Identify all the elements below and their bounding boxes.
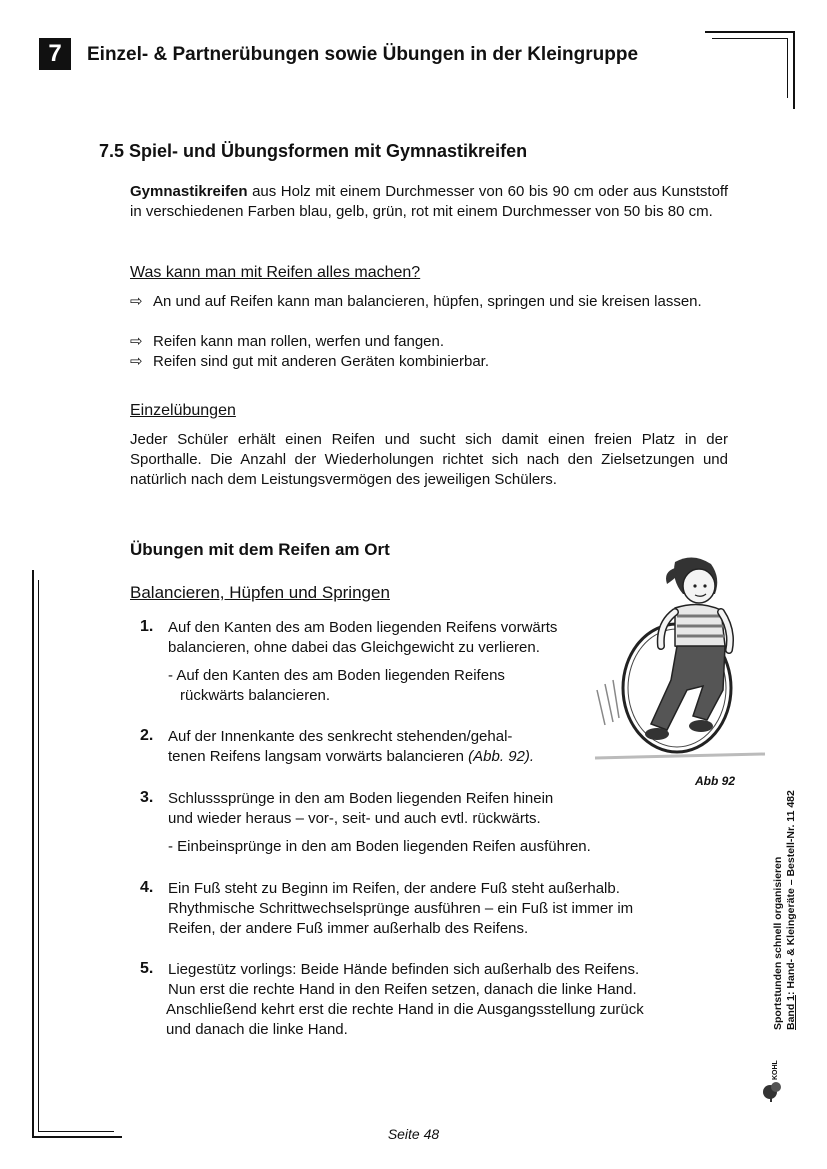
exercise-number: 3.: [140, 789, 154, 806]
exercise-line: Schlusssprünge in den am Boden liegenden Reifen hinein: [168, 790, 554, 807]
what-heading: Was kann man mit Reifen alles machen?: [130, 264, 421, 281]
sidebar-order-number: : Hand- & Kleingeräte – Bestell-Nr. 11 482: [785, 790, 797, 995]
exercise-variation: rückwärts balancieren.: [180, 687, 331, 704]
intro-paragraph: [130, 182, 728, 222]
exercise-line: und wieder heraus – vor-, seit- und auch evtl. rückwärts.: [168, 810, 541, 827]
exercise-number: 1.: [140, 618, 154, 635]
exercise-line: Liegestütz vorlings: Beide Hände befinden sich außerhalb des Reifens.: [168, 961, 640, 978]
figure-reference: (Abb. 92).: [468, 748, 535, 765]
exercise-line: Nun erst die rechte Hand in den Reifen setzen, danach die linke Hand.: [168, 981, 637, 998]
frame-left-line: [32, 570, 34, 1138]
exercise-line: Rhythmische Schrittwechselsprünge ausführen – ein Fuß ist immer im: [168, 900, 634, 917]
intro-bold-term: Gymnastikreifen: [130, 183, 248, 200]
exercise-line: Ein Fuß steht zu Beginn im Reifen, der andere Fuß steht außerhalb.: [168, 880, 620, 897]
figure-caption: Abb 92: [695, 774, 736, 788]
chapter-title: Einzel- & Partnerübungen sowie Übungen in der Kleingruppe: [87, 44, 639, 65]
list-item: Reifen kann man rollen, werfen und fangen.: [153, 333, 445, 350]
exercise-line: und danach die linke Hand.: [166, 1021, 348, 1038]
exercise-line: balancieren, ohne dabei das Gleichgewicht zu verlieren.: [168, 639, 540, 656]
publisher-name: KOHL: [772, 1060, 779, 1080]
list-item: Reifen sind gut mit anderen Geräten kombinierbar.: [153, 353, 490, 370]
frame-top-line: [705, 31, 795, 33]
frame-top-line-inner: [712, 38, 788, 39]
arrow-right-icon: ⇨: [130, 293, 143, 310]
intro-text: aus Holz mit einem Durchmesser von 60 bis 90 cm oder aus Kunststoff in verschiedenen Farben blau, gelb, grün, rot mit einem Durchmesser von 50 bis 80 cm.: [130, 183, 728, 220]
page-number: Seite 48: [387, 1126, 440, 1142]
list-item: An und auf Reifen kann man balancieren, hüpfen, springen und sie kreisen lassen.: [153, 293, 702, 310]
frame-right-line: [793, 31, 795, 109]
exercise-number: 4.: [140, 879, 154, 896]
ort-heading: Übungen mit dem Reifen am Ort: [130, 540, 390, 559]
exercise-number: 5.: [140, 960, 154, 977]
sidebar-band: Band 1: [785, 994, 797, 1030]
frame-left-line-inner: [38, 580, 39, 1132]
exercise-variation: - Einbeinsprünge in den am Boden liegenden Reifen ausführen.: [168, 838, 591, 855]
sidebar-series-title: Sportstunden schnell organisieren: [772, 856, 784, 1030]
ort-subheading: Balancieren, Hüpfen und Springen: [130, 583, 390, 602]
einzel-paragraph: Jeder Schüler erhält einen Reifen und sucht sich damit einen freien Platz in der Sporthalle. Die Anzahl der Wiederholungen richtet sich nach den Zielsetzungen und natürlich nach dem Leistungsvermögen des jeweiligen Schülers.: [130, 431, 728, 488]
girl-with-hoop-illustration: [575, 550, 775, 770]
exercise-line: Anschließend kehrt erst die rechte Hand in die Ausgangsstellung zurück: [166, 1001, 644, 1018]
section-title: 7.5 Spiel- und Übungsformen mit Gymnastikreifen: [99, 141, 528, 161]
exercise-line: Reifen, der andere Fuß immer außerhalb des Reifens.: [168, 920, 529, 937]
chapter-number-box: 7: [39, 38, 71, 70]
frame-right-line-inner: [787, 38, 788, 98]
exercise-text: tenen Reifens langsam vorwärts balancieren: [168, 748, 469, 765]
sidebar-band-line: [785, 760, 798, 1030]
exercise-number: 2.: [140, 727, 154, 744]
exercise-line: [168, 747, 534, 767]
exercise-variation: - Auf den Kanten des am Boden liegenden Reifens: [168, 667, 505, 684]
vertical-sidebar: [772, 760, 827, 1030]
arrow-right-icon: ⇨: [130, 353, 143, 370]
einzel-heading: Einzelübungen: [130, 402, 236, 419]
exercise-line: Auf den Kanten des am Boden liegenden Reifens vorwärts: [168, 619, 558, 636]
arrow-right-icon: ⇨: [130, 333, 143, 350]
exercise-line: Auf der Innenkante des senkrecht stehenden/gehal-: [168, 728, 513, 745]
